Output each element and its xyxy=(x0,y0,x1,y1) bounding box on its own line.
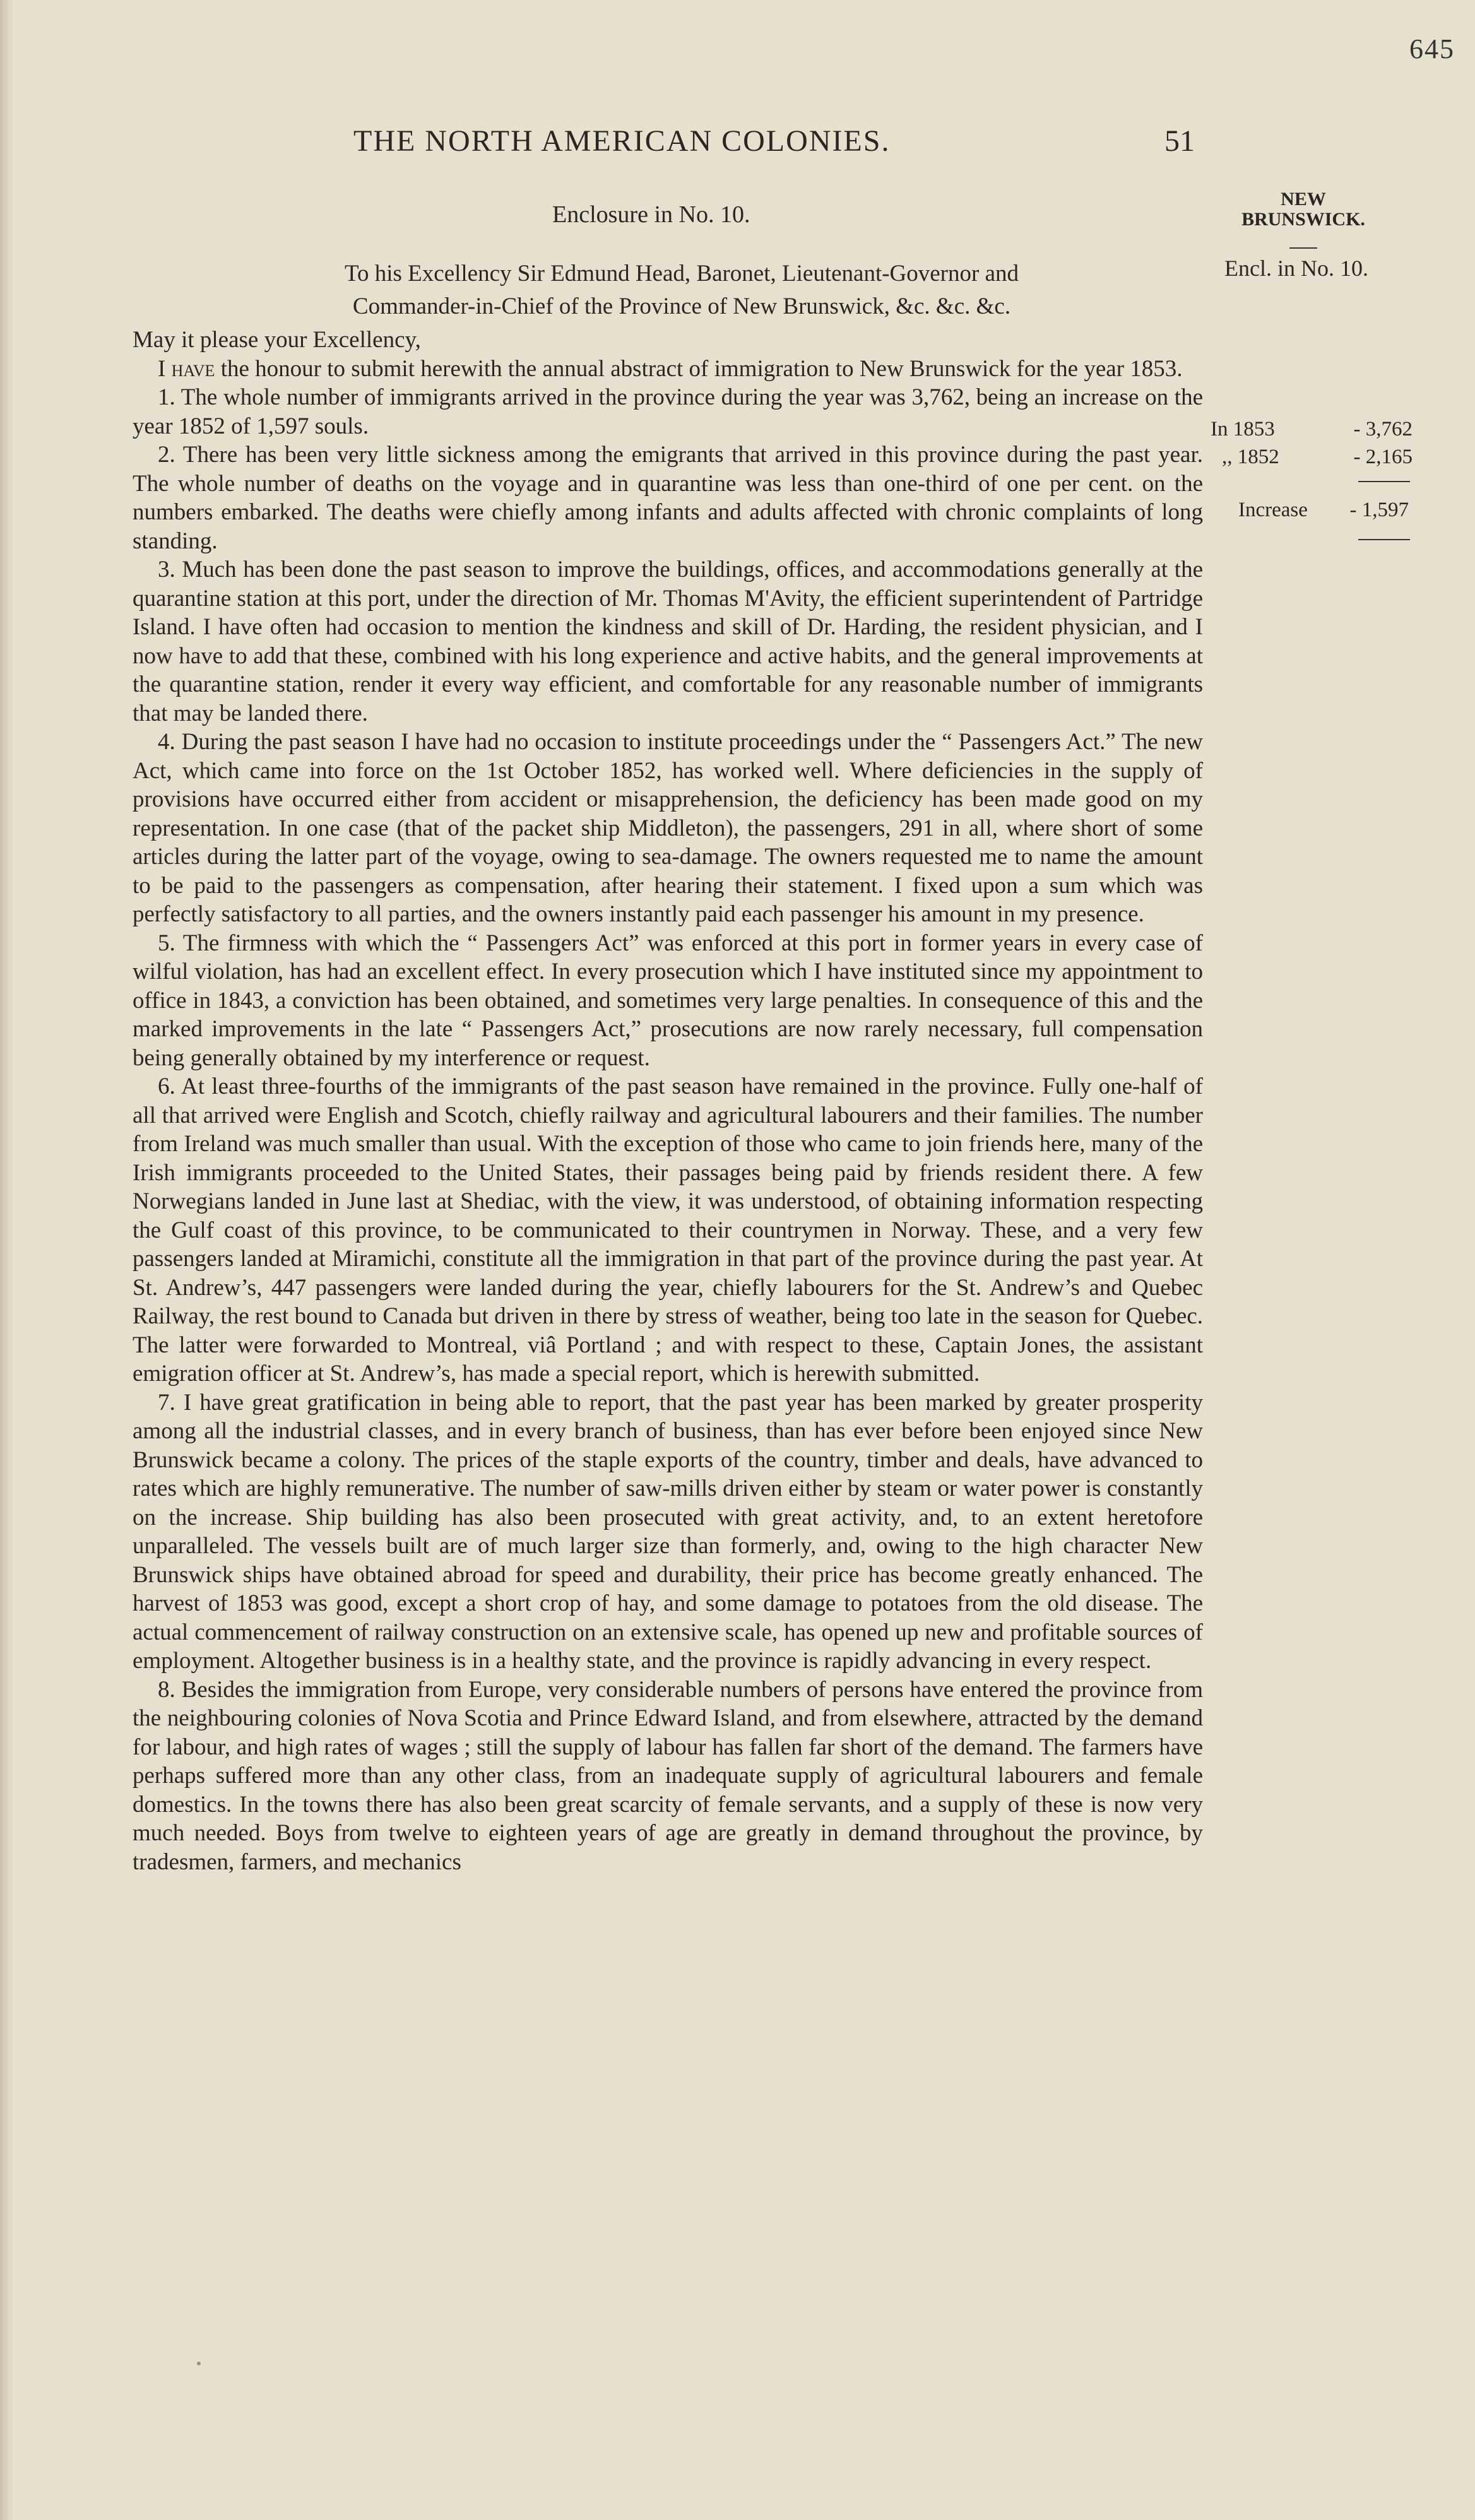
address-block xyxy=(208,257,1155,323)
paragraph-5: 5. The firmness with which the “ Passengers Act” was enforced at this port in former years in every case of wilful violation, has had an excellent effect. In every prosecution which I have instituted since my appointment to office in 1843, a conviction has been obtained, and sometimes very large penalties. In consequence of this and the marked improvements in the late “ Passengers Act,” prosecutions are now rarely necessary, full compensation being generally obtained by my interference or request. xyxy=(133,930,1203,1071)
margin-province-line1: NEW xyxy=(1281,189,1326,210)
opening-paragraph xyxy=(133,355,1203,384)
margin-rule-sum xyxy=(1358,481,1410,482)
margin-row-increase xyxy=(1238,499,1409,522)
margin-row-label: Increase xyxy=(1238,499,1308,521)
paragraph-2: 2. There has been very little sickness among the emigrants that arrived in this province during the past year. The whole number of deaths on the voyage and in quarantine was less than one-third of one per cent. on the numbers embarked. The deaths were chiefly among infants and adults affected with chronic complaints of long standing. xyxy=(133,442,1203,554)
paragraph-6: 6. At least three-fourths of the immigrants of the past season have remained in the province. Fully one-half of all that arrived were English and Scotch, chiefly railway and agricultural labourers and their families. The number from Ireland was much smaller than usual. With the exception of those who came to join friends here, many of the Irish immigrants proceeded to the United States, their passages being paid by friends resident there. A few Norwegians landed in June last at Shediac, with the view, it was understood, of obtaining information respecting the Gulf coast of this province, to be communicated to their countrymen in Norway. These, and a very few passengers landed at Miramichi, constitute all the immigration in that part of the province during the past year. At St. Andrew’s, 447 passengers were landed during the year, chiefly labourers for the St. Andrew’s and Quebec Railway, the rest bound to Canada but driven in there by stress of weather, being too late in the season for Quebec. The latter were forwarded to Montreal, viâ Portland ; and with respect to these, Captain Jones, the assistant emigration officer at St. Andrew’s, has made a special report, which is herewith submitted. xyxy=(133,1074,1203,1387)
opening-lead: I have xyxy=(158,355,215,382)
margin-row-value: - 2,165 xyxy=(1353,446,1413,468)
salutation: May it please your Excellency, xyxy=(133,327,421,353)
margin-province-heading xyxy=(1209,189,1398,229)
opening-rest: the honour to submit herewith the annual abstract of immigration to New Brunswick for the year 1853. xyxy=(215,355,1183,382)
letter-body xyxy=(133,326,1203,1876)
address-line2: Commander-in-Chief of the Province of New Brunswick, &c. &c. &c. xyxy=(352,293,1011,319)
margin-enclosure-ref: Encl. in No. 10. xyxy=(1224,256,1368,281)
margin-rule-top xyxy=(1289,247,1317,249)
margin-rule-bottom xyxy=(1358,539,1410,540)
running-header-title: THE NORTH AMERICAN COLONIES. xyxy=(353,124,891,158)
page-number: 645 xyxy=(1409,33,1455,64)
paragraph-7: 7. I have great gratification in being able to report, that the past year has been marked by greater prosperity among all the industrial classes, and in every branch of business, than has ever before been enjoyed since New Brunswick became a colony. The prices of the staple exports of the country, timber and deals, have advanced to rates which are highly remunerative. The number of saw-mills driven either by steam or water power is constantly on the increase. Ship building has also been prosecuted with great activity, and, to an extent heretofore unparalleled. The vessels built are of much larger size than formerly, and, owing to the high character New Brunswick ships have obtained abroad for speed and durability, their price has become greatly enhanced. The harvest of 1853 was good, except a short crop of hay, and some damage to potatoes from the old disease. The actual commencement of railway construction on an extensive scale, has opened up new and profitable sources of employment. Altogether business is in a healthy state, and the province is rapidly advancing in every respect. xyxy=(133,1389,1203,1674)
running-header-page: 51 xyxy=(1164,124,1195,158)
margin-row-1852 xyxy=(1211,446,1413,469)
paragraph-4: 4. During the past season I have had no occasion to institute proceedings under the “ Passengers Act.” The new Act, which came into force on the 1st October 1852, has worked well. Where deficiencies in the supply of provisions have occurred either from accident or misapprehension, the deficiency has been made good on my representation. In one case (that of the packet ship Middleton), the passengers, 291 in all, where short of some articles during the latter part of the voyage, owing to sea-damage. The owners requested me to name the amount to be paid to the passengers as compensation, after hearing their statement. I fixed upon a sum which was perfectly satisfactory to all parties, and the owners instantly paid each passenger his amount in my presence. xyxy=(133,729,1203,927)
margin-row-label: ,, 1852 xyxy=(1222,446,1279,468)
margin-row-1853 xyxy=(1211,418,1413,441)
page-binding-edge xyxy=(0,0,14,2520)
margin-row-label: In 1853 xyxy=(1211,418,1275,441)
enclosure-title: Enclosure in No. 10. xyxy=(552,201,750,228)
address-line1: To his Excellency Sir Edmund Head, Baronet, Lieutenant-Governor and xyxy=(344,261,1019,287)
margin-row-value: - 3,762 xyxy=(1353,418,1413,441)
paragraph-1: 1. The whole number of immigrants arrived in the province during the year was 3,762, being an increase on the year 1852 of 1,597 souls. xyxy=(133,384,1203,439)
margin-province-line2: BRUNSWICK. xyxy=(1241,208,1365,230)
paragraph-3: 3. Much has been done the past season to improve the buildings, offices, and accommodations generally at the quarantine station at this port, under the direction of Mr. Thomas M'Avity, the efficient superintendent of Partridge Island. I have often had occasion to mention the kindness and skill of Dr. Harding, the resident physician, and I now have to add that these, combined with his long experience and active habits, and the general improvements at the quarantine station, render it every way efficient, and comfortable for any reasonable number of immigrants that may be landed there. xyxy=(133,557,1203,726)
paragraph-8: 8. Besides the immigration from Europe, very considerable numbers of persons have entered the province from the neighbouring colonies of Nova Scotia and Prince Edward Island, and from elsewhere, attracted by the demand for labour, and high rates of wages ; still the supply of labour has fallen far short of the demand. The farmers have perhaps suffered more than any other class, from an inadequate supply of agricultural labourers and female domestics. In the towns there has also been great scarcity of female servants, and a supply of these is now very much needed. Boys from twelve to eighteen years of age are greatly in demand throughout the province, by tradesmen, farmers, and mechanics xyxy=(133,1676,1203,1875)
margin-row-value: - 1,597 xyxy=(1349,499,1409,521)
paper-speck xyxy=(197,2362,201,2365)
